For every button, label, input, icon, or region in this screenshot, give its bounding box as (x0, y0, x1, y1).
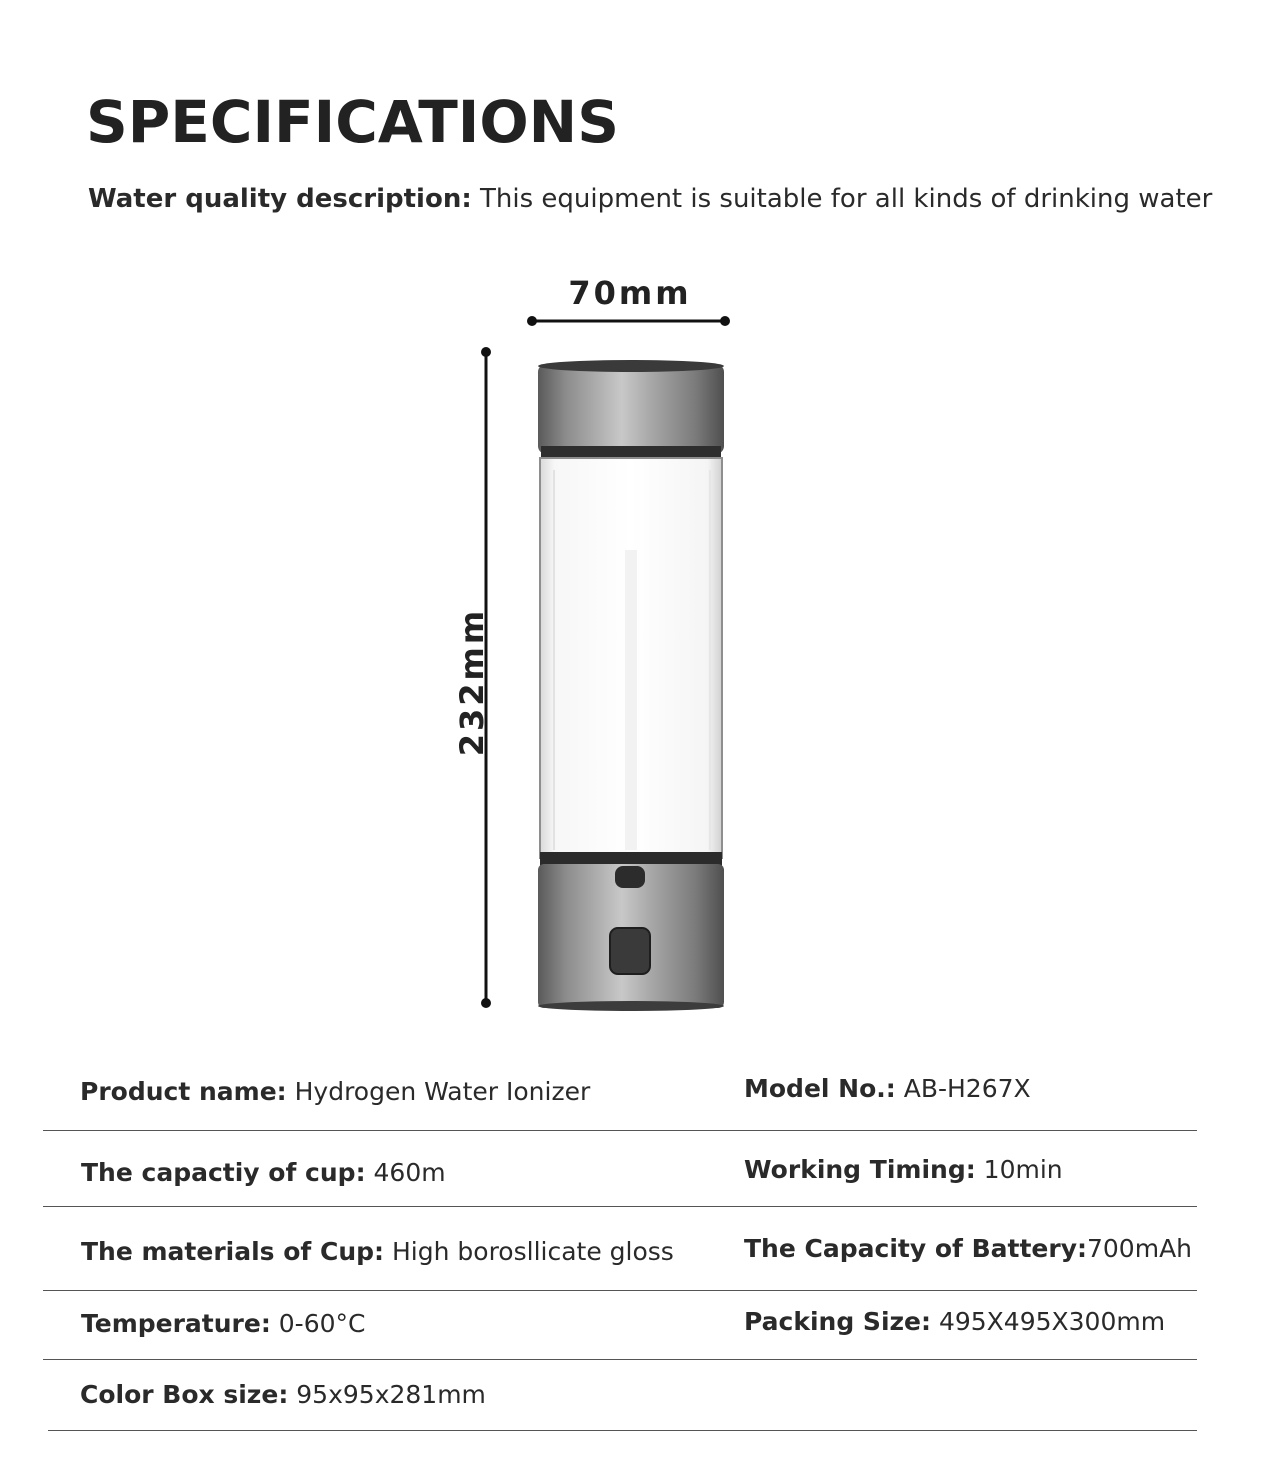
spec-right (744, 1155, 1063, 1184)
water-quality-label: Water quality description: (88, 184, 472, 214)
page-title: SPECIFICATIONS (86, 88, 619, 156)
spec-right (744, 1234, 1192, 1263)
product-figure (420, 260, 780, 1030)
spec-value: 95x95x281mm (288, 1380, 486, 1409)
glass-body (540, 458, 722, 858)
spec-label: Packing Size: (744, 1307, 932, 1336)
spec-left (81, 1237, 674, 1266)
spec-row (43, 1131, 1197, 1207)
power-button-icon (610, 928, 650, 974)
spec-label: Product name: (80, 1077, 287, 1106)
spec-value: 700mAh (1087, 1234, 1193, 1263)
spec-left (81, 1309, 365, 1338)
spec-left (80, 1380, 486, 1409)
water-quality-value: This equipment is suitable for all kinds of drinking water (471, 184, 1213, 214)
spec-label: The Capacity of Battery: (744, 1234, 1087, 1263)
width-label: 70mm (568, 274, 692, 312)
spec-label: The materials of Cup: (81, 1237, 385, 1266)
spec-value: 460m (365, 1158, 446, 1187)
spec-right (744, 1307, 1165, 1336)
spec-left (80, 1077, 590, 1106)
spec-row (43, 1207, 1197, 1291)
bottle-base (538, 852, 724, 1011)
spec-row (48, 1360, 1197, 1431)
water-quality-description (88, 184, 1212, 214)
spec-row (43, 1291, 1197, 1360)
spec-label: The capactiy of cup: (81, 1158, 366, 1187)
spec-value: Hydrogen Water Ionizer (286, 1077, 591, 1106)
spec-value: AB-H267X (895, 1074, 1031, 1103)
spec-label: Model No.: (744, 1074, 896, 1103)
spec-left (81, 1158, 446, 1187)
bottle-lid (538, 360, 724, 458)
spec-row (43, 1060, 1197, 1131)
spec-label: Temperature: (81, 1309, 271, 1338)
spec-value: 10min (975, 1155, 1063, 1184)
spec-value: High borosllicate gloss (384, 1237, 674, 1266)
spec-value: 0-60°C (270, 1309, 366, 1338)
spec-label: Color Box size: (80, 1380, 289, 1409)
width-dimension-line (527, 316, 730, 326)
spec-right (744, 1074, 1031, 1103)
spec-value: 495X495X300mm (931, 1307, 1166, 1336)
spec-label: Working Timing: (744, 1155, 976, 1184)
height-label: 232mm (453, 607, 491, 757)
